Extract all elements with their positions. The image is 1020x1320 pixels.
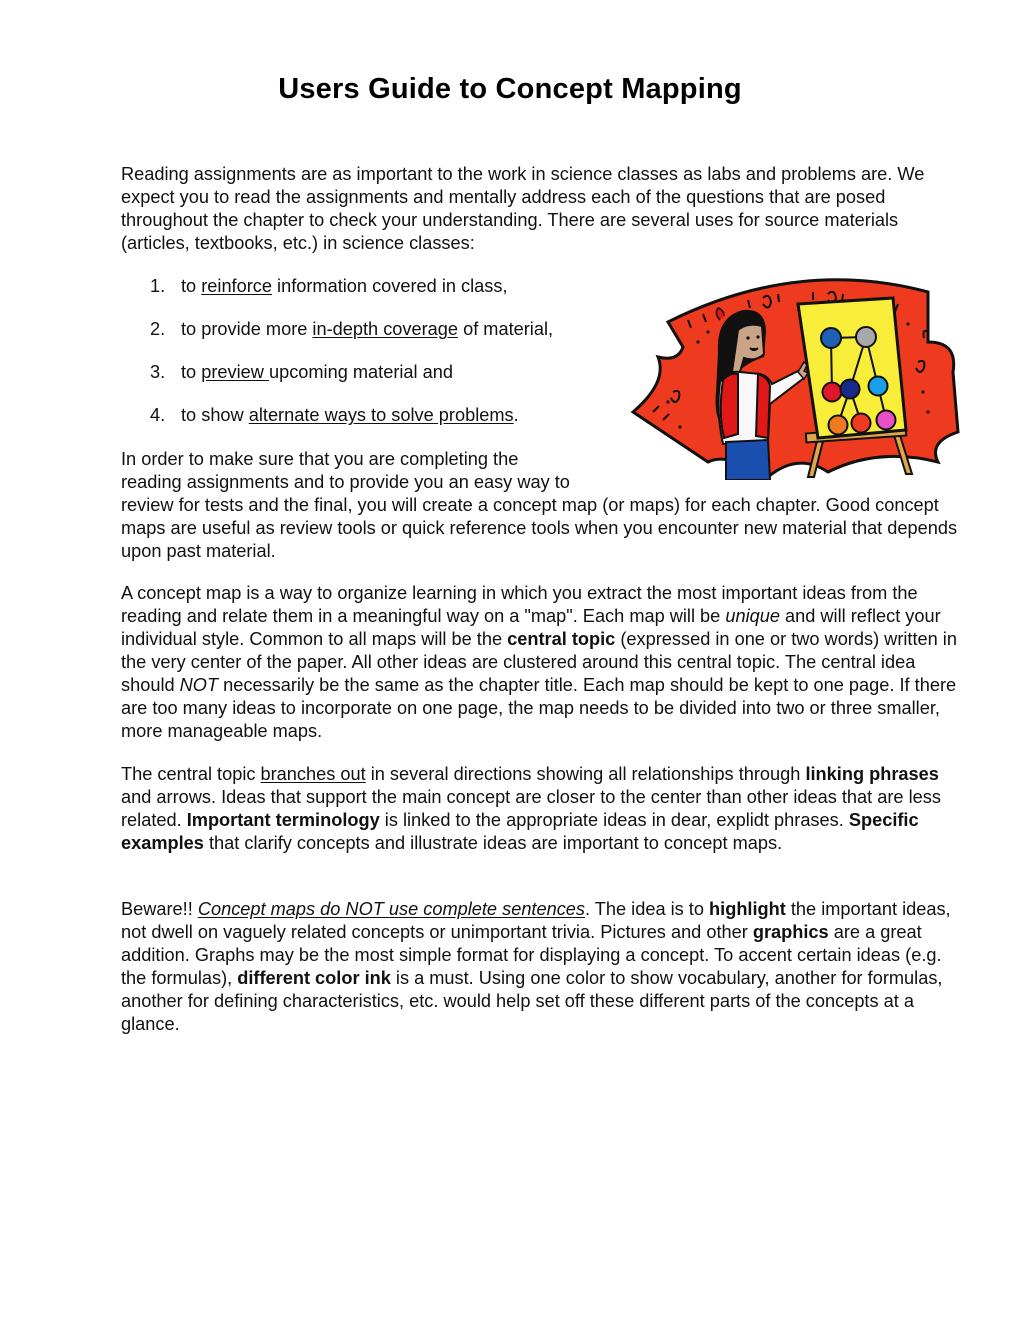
- underlined-term: in-depth coverage: [312, 319, 459, 339]
- map-node: [869, 377, 888, 396]
- map-node: [856, 327, 876, 347]
- underlined-term: alternate ways to solve problems: [248, 405, 514, 425]
- underlined-italic-term: Concept maps do NOT use complete sentences: [197, 899, 586, 919]
- map-node: [829, 416, 848, 435]
- intro-paragraph: Reading assignments are as important to the work in science classes as labs and problems are. We expect you to read the assignments and mentally address each of the questions that are posed throughout the chapter to check your understanding. There are several uses for source materials (articles, textbooks, etc.) in science classes:: [121, 164, 925, 253]
- map-node: [821, 328, 841, 348]
- paragraph-structure: The central topic branches out in several directions showing all relationships through linking phrases and arrows. Ideas that support the main concept are closer to the center than other ideas that are less related. Important terminology is linked to the appropriate ideas in dear, explidt phrases. Specific examples that clarify concepts and illustrate ideas are important to concept maps.: [121, 764, 941, 853]
- paragraph-definition: A concept map is a way to organize learning in which you extract the most important ideas from the reading and relate them in a meaningful way on a "map". Each map will be unique and will reflect your individual style. Common to all maps will be the central topic (expressed in one or two words) written in the very center of the paper. All other ideas are clustered around this central topic. The central idea should NOT necessarily be the same as the chapter title. Each map should be kept to one page. If there are too many ideas to incorporate on one page, the map needs to be divided into two or three smaller, more manageable maps.: [121, 583, 957, 741]
- bold-term: different color ink: [237, 968, 391, 988]
- teacher-concept-map-illustration: [628, 262, 978, 480]
- uses-list: [121, 275, 553, 447]
- list-item: 4. to show alternate ways to solve problems.: [150, 405, 519, 425]
- map-node: [852, 414, 871, 433]
- bold-term: Important terminology: [186, 810, 380, 830]
- bold-term: central topic: [507, 629, 616, 649]
- map-node: [877, 411, 896, 430]
- paragraph-beware: Beware!! Concept maps do NOT use complete sentences. The idea is to highlight the important ideas, not dwell on vaguely related concepts or unimportant trivia. Pictures and other graphics are a great addition. Graphs may be the most simple format for displaying a concept. To accent certain ideas (e.g. the formulas), different color ink is a must. Using one color to show vocabulary, another for formulas, another for defining characteristics, etc. would help set off these different parts of the concepts at a glance.: [121, 899, 951, 1034]
- list-item: 1. to reinforce information covered in class,: [150, 276, 508, 296]
- bold-term: linking phrases: [805, 764, 939, 784]
- page-title: Users Guide to Concept Mapping: [278, 73, 742, 105]
- list-item: 2. to provide more in-depth coverage of material,: [150, 319, 554, 339]
- paragraph-purpose: In order to make sure that you are completing the reading assignments and to provide you an easy way to review for tests and the final, you will create a concept map (or maps) for each chapter. Good concept maps are useful as review tools or quick reference tools when you encounter new material that depends upon past material.: [121, 449, 958, 561]
- map-node: [841, 380, 860, 399]
- bold-term: graphics: [752, 922, 829, 942]
- underlined-term: preview: [201, 362, 269, 382]
- underlined-term: branches out: [260, 764, 366, 784]
- underlined-term: reinforce: [201, 276, 272, 296]
- bold-term: Specific examples: [121, 810, 919, 853]
- map-node: [823, 383, 842, 402]
- list-item: 3. to preview upcoming material and: [150, 362, 453, 382]
- bold-term: highlight: [709, 899, 786, 919]
